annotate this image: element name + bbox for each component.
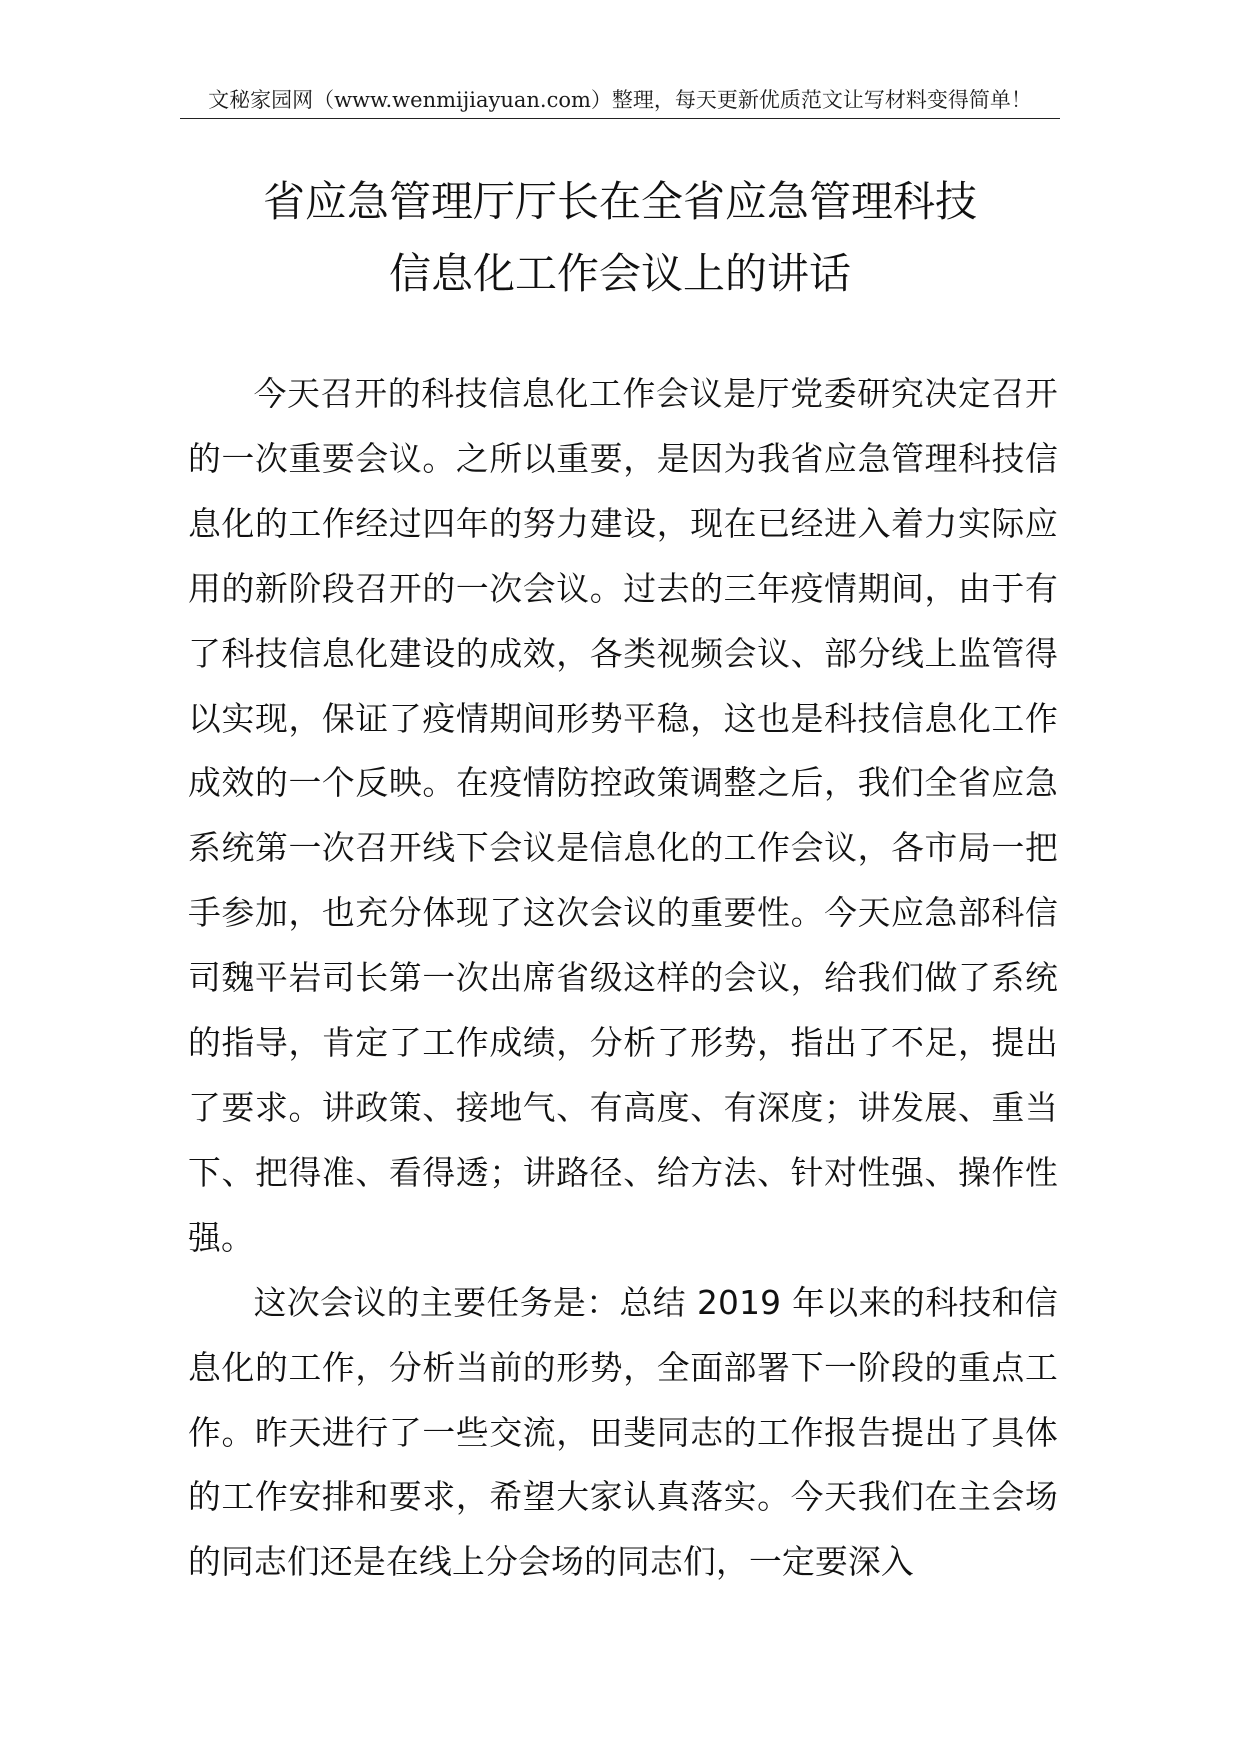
body-paragraph: 今天召开的科技信息化工作会议是厅党委研究决定召开的一次重要会议。之所以重要，是因为我省应急管理科技信息化的工作经过四年的努力建设，现在已经进入着力实际应用的新阶段召开的一次会议。过去的三年疫情期间，由于有了科技信息化建设的成效，各类视频会议、部分线上监管得以实现，保证了疫情期间形势平稳，这也是科技信息化工作成效的一个反映。在疫情防控政策调整之后，我们全省应急系统第一次召开线下会议是信息化的工作会议，各市局一把手参加，也充分体现了这次会议的重要性。今天应急部科信司魏平岩司长第一次出席省级这样的会议，给我们做了系统的指导，肯定了工作成绩，分析了形势，指出了不足，提出了要求。讲政策、接地气、有高度、有深度；讲发展、重当下、把得准、看得透；讲路径、给方法、针对性强、操作性强。 — [188, 375, 1058, 1257]
document-body — [188, 362, 1058, 1595]
header-rule — [180, 118, 1060, 119]
title-line-1: 省应急管理厅厅长在全省应急管理科技 — [262, 177, 977, 226]
title-line-2: 信息化工作会议上的讲话 — [388, 249, 851, 298]
page-header: 文秘家园网（www.wenmijiayuan.com）整理，每天更新优质范文让写材料变得简单！ — [208, 88, 1032, 112]
body-paragraph: 这次会议的主要任务是：总结 2019 年以来的科技和信息化的工作，分析当前的形势，全面部署下一阶段的重点工作。昨天进行了一些交流，田斐同志的工作报告提出了具体的工作安排和要求，希望大家认真落实。今天我们在主会场的同志们还是在线上分会场的同志们，一定要深入 — [188, 1283, 1058, 1582]
document-title — [140, 166, 1100, 310]
